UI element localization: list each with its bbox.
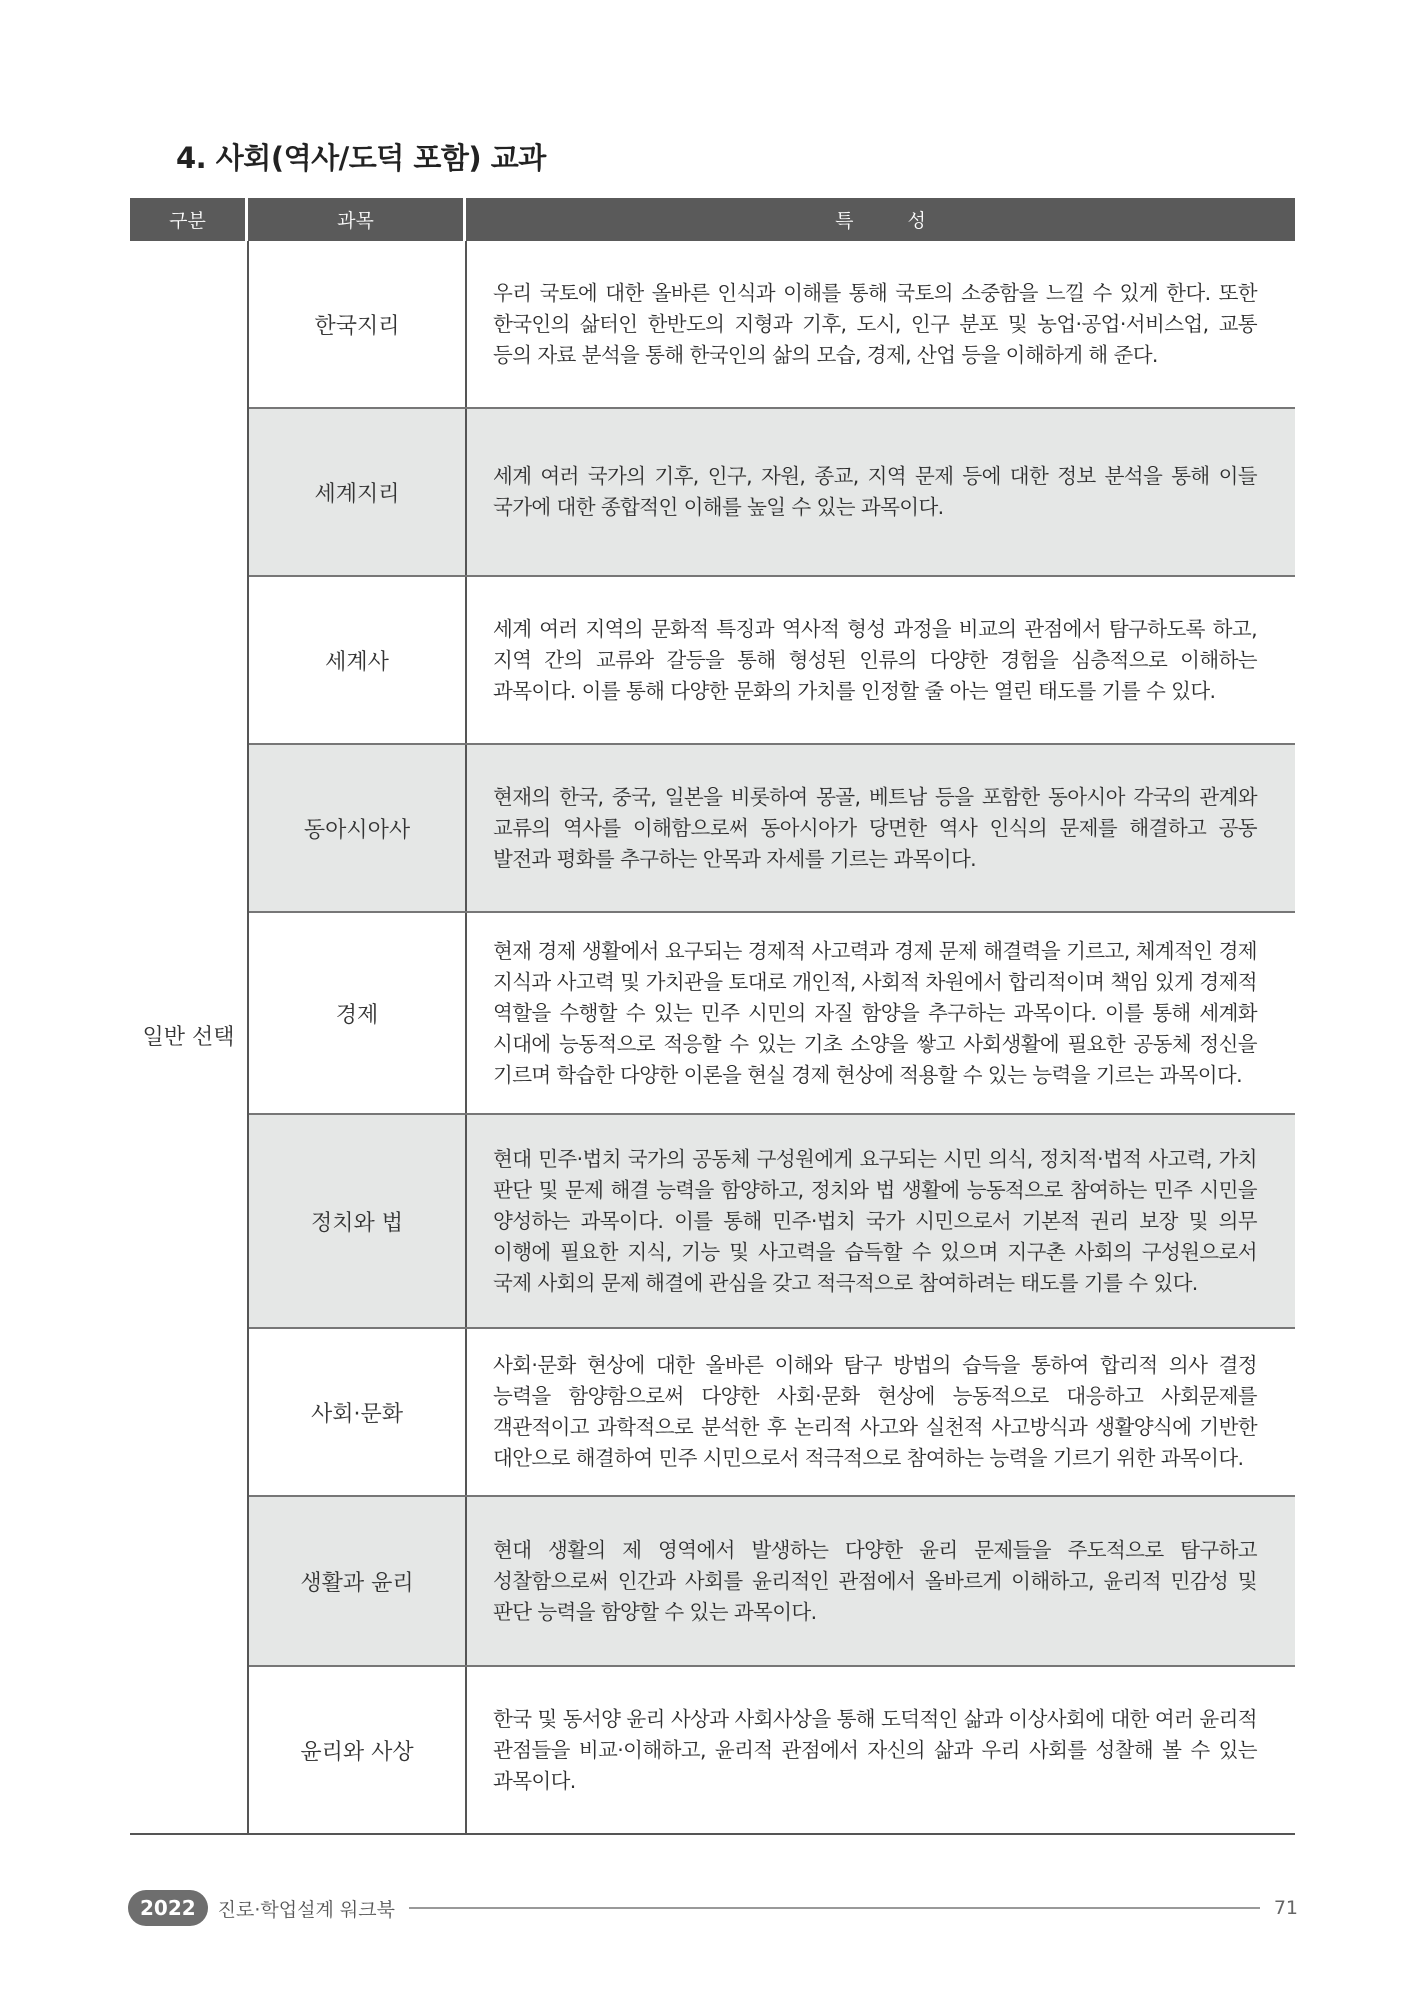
subject-description: 현대 민주·법치 국가의 공동체 구성원에게 요구되는 시민 의식, 정치적·법적 사고력, 가치 판단 및 문제 해결 능력을 함양하고, 정치와 법 생활에 능동적으로 참여하는 민주 시민을 양성하는 과목이다. 이를 통해 민주·법치 국가 시민으로서 기본적 권리 보장 및 의무 이행에 필요한 지식, 기능 및 사고력을 습득할 수 있으며 지구촌 사회의 구성원으로서 국제 사회의 문제 해결에 관심을 갖고 적극적으로 참여하려는 태도를 기를 수 있다. (493, 1146, 1257, 1295)
section-title: 4. 사회(역사/도덕 포함) 교과 (176, 141, 546, 175)
subject-description: 현대 생활의 제 영역에서 발생하는 다양한 윤리 문제들을 주도적으로 탐구하고 성찰함으로써 인간과 사회를 윤리적인 관점에서 올바르게 이해하고, 윤리적 민감성 및 판단 능력을 함양할 수 있는 과목이다. (493, 1537, 1257, 1624)
table-row (249, 241, 1295, 409)
subject-description: 세계 여러 국가의 기후, 인구, 자원, 종교, 지역 문제 등에 대한 정보 분석을 통해 이들 국가에 대한 종합적인 이해를 높일 수 있는 과목이다. (493, 464, 1257, 519)
table-row (249, 745, 1295, 913)
subject-name: 윤리와 사상 (249, 1667, 467, 1833)
year-badge: 2022 (128, 1890, 208, 1926)
subject-name: 세계사 (249, 577, 467, 743)
table-row (249, 1329, 1295, 1497)
subject-description: 우리 국토에 대한 올바른 인식과 이해를 통해 국토의 소중함을 느낄 수 있게 한다. 또한 한국인의 삶터인 한반도의 지형과 기후, 도시, 인구 분포 및 농업·공업·서비스업, 교통 등의 자료 분석을 통해 한국인의 삶의 모습, 경제, 산업 등을 이해하게 해 준다. (493, 280, 1257, 367)
subject-name: 동아시아사 (249, 745, 467, 911)
table-row (249, 577, 1295, 745)
subject-rows (249, 241, 1295, 1833)
footer-title: 진로·학업설계 워크북 (217, 1898, 395, 1921)
table-row (249, 1667, 1295, 1833)
subject-name: 경제 (249, 913, 467, 1113)
table-row (249, 913, 1295, 1115)
header-subject: 과목 (248, 198, 466, 241)
table-body (130, 241, 1295, 1833)
subject-name: 한국지리 (249, 241, 467, 407)
subject-name: 생활과 윤리 (249, 1497, 467, 1665)
subject-name: 세계지리 (249, 409, 467, 575)
subject-name: 사회·문화 (249, 1329, 467, 1495)
subject-description: 사회·문화 현상에 대한 올바른 이해와 탐구 방법의 습득을 통하여 합리적 의사 결정 능력을 함양함으로써 다양한 사회·문화 현상에 능동적으로 대응하고 사회문제를 객관적이고 과학적으로 분석한 후 논리적 사고와 실천적 사고방식과 생활양식에 기반한 대안으로 해결하여 민주 시민으로서 적극적으로 참여하는 능력을 기르기 위한 과목이다. (493, 1353, 1257, 1470)
page-footer (128, 1890, 1298, 1926)
subject-description: 세계 여러 지역의 문화적 특징과 역사적 형성 과정을 비교의 관점에서 탐구하도록 하고, 지역 간의 교류와 갈등을 통해 형성된 인류의 다양한 경험을 심층적으로 이해하는 과목이다. 이를 통해 다양한 문화의 가치를 인정할 줄 아는 열린 태도를 기를 수 있다. (493, 616, 1257, 703)
subject-description: 현재의 한국, 중국, 일본을 비롯하여 몽골, 베트남 등을 포함한 동아시아 각국의 관계와 교류의 역사를 이해함으로써 동아시아가 당면한 역사 인식의 문제를 해결하고 공동 발전과 평화를 추구하는 안목과 자세를 기르는 과목이다. (493, 784, 1257, 871)
page-number: 71 (1273, 1897, 1298, 1919)
table-row (249, 1115, 1295, 1329)
subject-table (130, 198, 1295, 1835)
subject-name: 정치와 법 (249, 1115, 467, 1327)
header-category: 구분 (130, 198, 248, 241)
footer-divider (409, 1907, 1260, 1909)
table-row (249, 1497, 1295, 1667)
header-characteristics: 특 성 (835, 210, 950, 232)
table-row (249, 409, 1295, 577)
subject-description: 한국 및 동서양 윤리 사상과 사회사상을 통해 도덕적인 삶과 이상사회에 대한 여러 윤리적 관점들을 비교·이해하고, 윤리적 관점에서 자신의 삶과 우리 사회를 성찰해 볼 수 있는 과목이다. (493, 1706, 1257, 1793)
category-cell: 일반 선택 (130, 241, 249, 1833)
subject-description: 현재 경제 생활에서 요구되는 경제적 사고력과 경제 문제 해결력을 기르고, 체계적인 경제 지식과 사고력 및 가치관을 토대로 개인적, 사회적 차원에서 합리적이며 책임 있게 경제적 역할을 수행할 수 있는 민주 시민의 자질 함양을 추구하는 과목이다. 이를 통해 세계화 시대에 능동적으로 적응할 수 있는 기초 소양을 쌓고 사회생활에 필요한 공동체 정신을 기르며 학습한 다양한 이론을 현실 경제 현상에 적용할 수 있는 능력을 기르는 과목이다. (493, 938, 1257, 1087)
table-header (130, 198, 1295, 241)
